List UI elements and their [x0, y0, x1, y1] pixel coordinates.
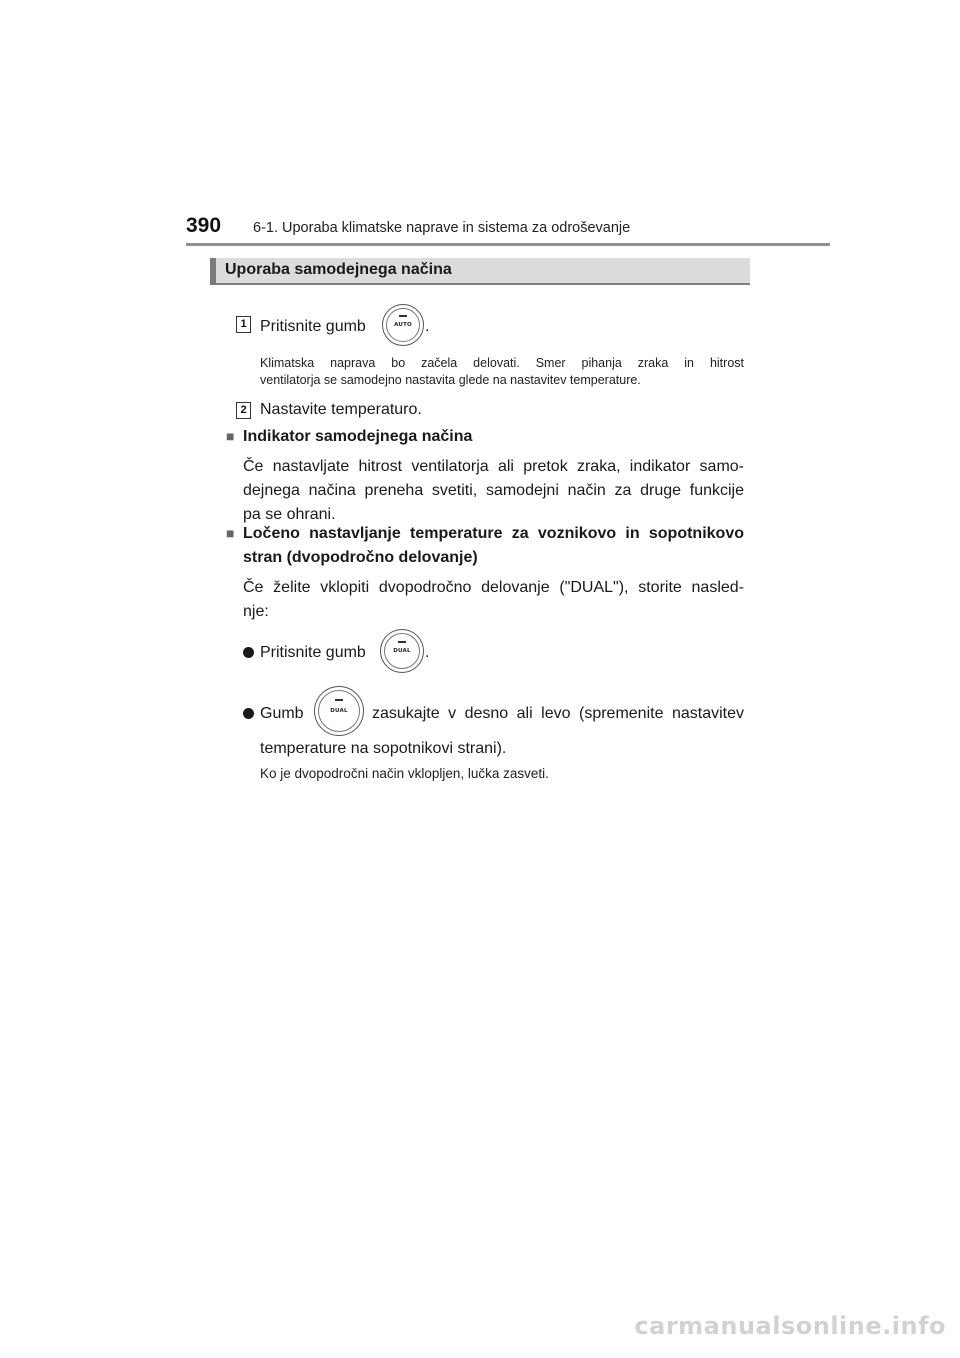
dual-heading-line-1: Ločeno nastavljanje temperature za voznikovo in sopotnikovo [243, 525, 744, 542]
indicator-heading: Indikator samodejnega načina [243, 428, 473, 445]
step-1-text: Pritisnite gumb [260, 318, 366, 335]
square-bullet-icon: ■ [226, 525, 235, 541]
page-number: 390 [186, 214, 222, 237]
step-number-1: 1 [236, 316, 251, 333]
dual-intro-line-2: nje: [243, 603, 269, 620]
header-divider [186, 243, 830, 246]
dual-knob-icon [314, 686, 364, 736]
dual-heading-line-2: stran (dvopodročno delovanje) [243, 549, 478, 566]
section-title-bar [210, 258, 750, 285]
step-1-note-line-1: Klimatska naprava bo začela delovati. Smer pihanja zraka in hitrost [260, 356, 744, 370]
watermark: carmanualsonline.info [634, 1312, 946, 1340]
round-bullet-icon [243, 647, 254, 658]
step-1-note-line-2: ventilatorja se samodejno nastavita glede na nastavitev temperature. [260, 373, 641, 387]
step-2-text: Nastavite temperaturo. [260, 401, 422, 418]
section-accent [210, 258, 216, 285]
dual-bullet-2-rest: zasukajte v desno ali levo (spremenite nastavitev [372, 705, 744, 722]
square-bullet-icon: ■ [226, 428, 235, 444]
dual-knob-label: DUAL [330, 708, 348, 714]
chapter-title: 6-1. Uporaba klimatske naprave in sistema za odroševanje [253, 220, 631, 236]
indicator-line-2: dejnega načina preneha svetiti, samodejni način za druge funkcije [243, 482, 744, 499]
dual-intro-line-1: Če želite vklopiti dvopodročno delovanje ("DUAL"), storite nasled- [243, 579, 744, 596]
auto-button-icon [382, 304, 424, 346]
indicator-line-3: pa se ohrani. [243, 506, 336, 523]
section-title: Uporaba samodejnega načina [225, 261, 452, 278]
dual-note: Ko je dvopodročni način vklopljen, lučka zasveti. [260, 766, 549, 781]
dual-bullet-2-line-2: temperature na sopotnikovi strani). [260, 740, 507, 757]
indicator-line-1: Če nastavljate hitrost ventilatorja ali pretok zraka, indikator samo- [243, 458, 744, 475]
dual-bullet-2-text: Gumb [260, 705, 304, 722]
step-number-2: 2 [236, 402, 251, 419]
auto-button-label: AUTO [394, 322, 412, 328]
round-bullet-icon [243, 708, 254, 719]
dual-button-label: DUAL [393, 648, 411, 654]
step-1-period: . [425, 318, 430, 335]
dual-bullet-1-text: Pritisnite gumb [260, 644, 366, 661]
dual-bullet-1-period: . [425, 644, 430, 661]
dual-button-icon [380, 629, 424, 673]
